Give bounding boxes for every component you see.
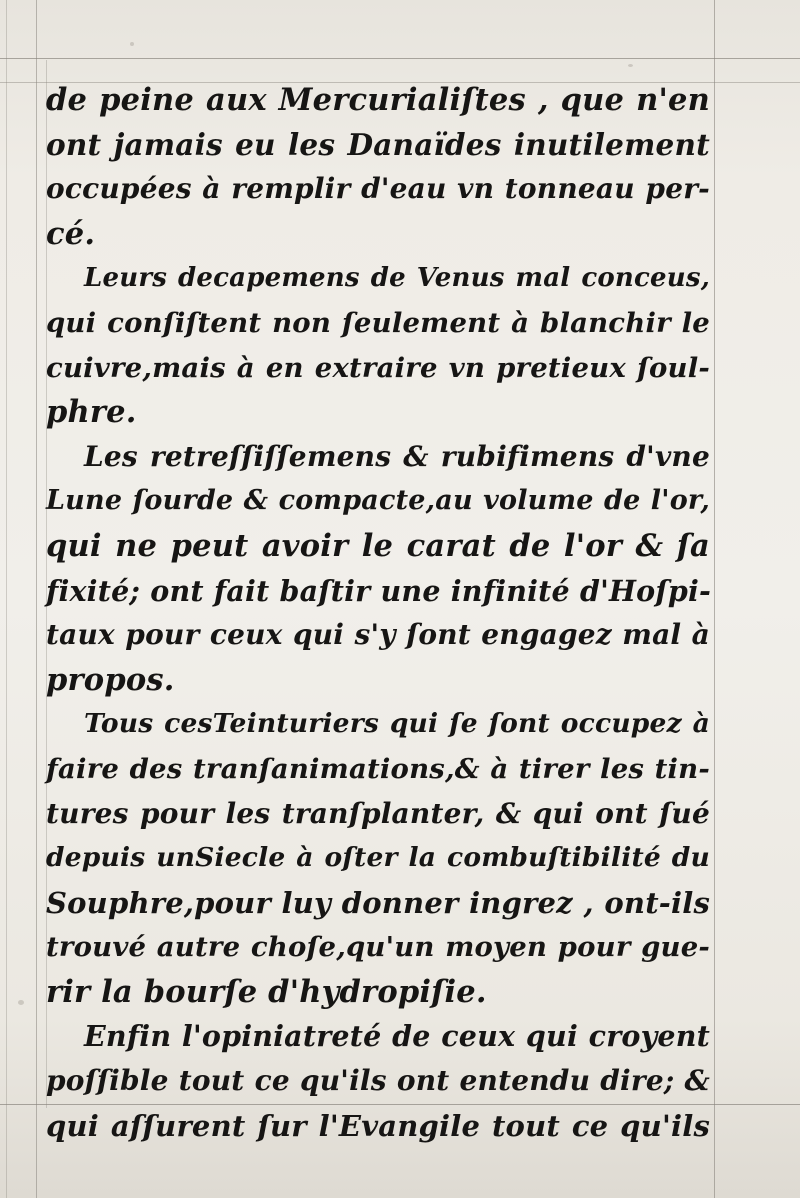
paper-speck [130, 42, 134, 46]
text-line: Souphre,pour luy donner ingrez , ont-ils [46, 885, 710, 920]
text-line: trouvé autre choſe,qu'un moyen pour gue- [46, 931, 710, 964]
text-line: depuis unSiecle à oſter la combuſtibilité du [46, 842, 710, 874]
text-line: occupées à remplir d'eau vn tonneau per- [46, 172, 710, 206]
text-line: phre. [46, 394, 137, 431]
text-line: qui conſiſtent non ſeulement à blanchir le [46, 306, 710, 339]
text-line: Lune ſourde & compacte,au volume de l'or, [46, 485, 710, 517]
text-line: Les retreſſiſſemens & rubifimens d'vne [84, 439, 710, 473]
text-line: qui aſſurent ſur l'Evangile tout ce qu'ils [46, 1108, 710, 1143]
page-edge-line [6, 0, 7, 1198]
right-margin-rule [714, 0, 715, 1198]
text-line: ont jamais eu les Danaïdes inutilement [46, 126, 710, 162]
body-text [46, 78, 710, 1148]
top-rule [0, 58, 800, 59]
text-line: rir la bourſe d'hydropiſie. [46, 973, 487, 1010]
text-line: cuivre,mais à en extraire vn pretieux ſoul- [46, 351, 710, 384]
text-line: Tous cesTeinturiers qui ſe ſont occupez à [84, 708, 710, 740]
text-line: cé. [46, 215, 96, 252]
text-line: tures pour les tranſplanter, & qui ont ſué [46, 796, 710, 830]
text-line: propos. [46, 661, 175, 698]
left-margin-rule [36, 0, 37, 1198]
text-line: qui ne peut avoir le carat de l'or & ſa [46, 527, 710, 564]
text-line: poſſible tout ce qu'ils ont entendu dire; & [46, 1064, 710, 1098]
text-line: Enfin l'opiniatreté de ceux qui croyent [84, 1019, 710, 1054]
text-line: taux pour ceux qui s'y ſont engagez mal à [46, 618, 710, 652]
text-line: faire des tranſanimations,& à tirer les tin- [46, 752, 710, 785]
text-line: fixité; ont fait baſtir une infinité d'Hoſpi- [46, 573, 712, 608]
text-line: de peine aux Mercurialiſtes , que n'en [46, 82, 710, 118]
paper-speck [18, 1000, 24, 1005]
paper-speck [628, 64, 633, 67]
text-line: Leurs decapemens de Venus mal conceus, [84, 263, 710, 294]
